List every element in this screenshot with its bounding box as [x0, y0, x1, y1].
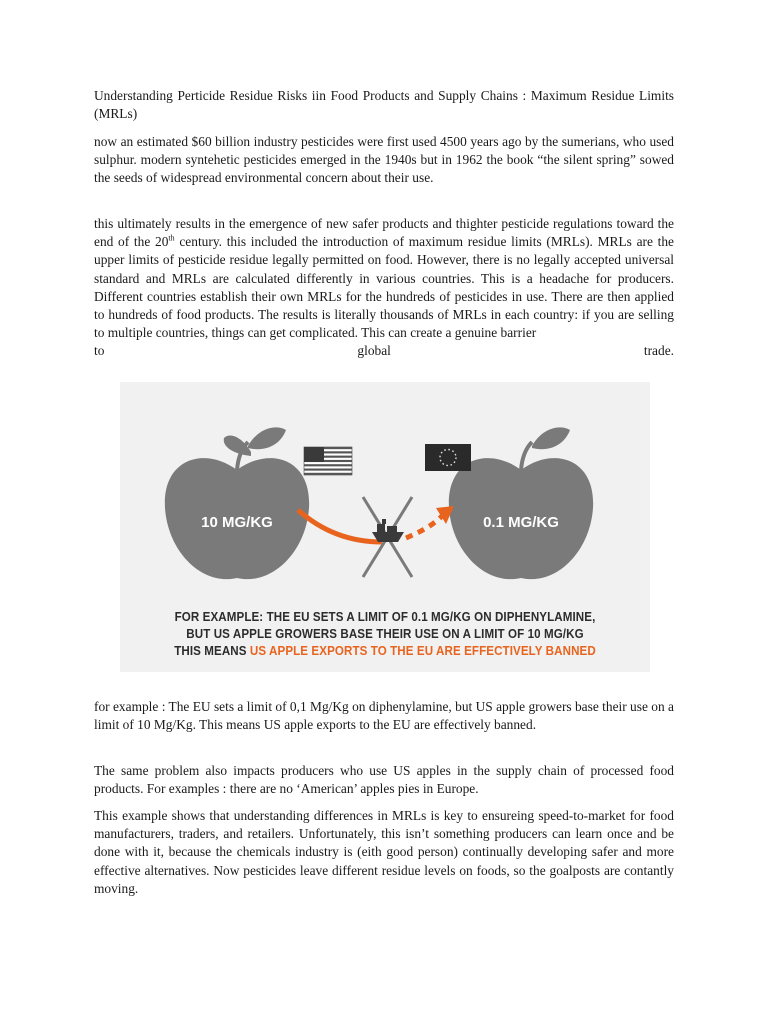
right-apple-label: 0.1 MG/KG [483, 514, 559, 531]
paragraph-3-text: for example : The EU sets a limit of 0,1 Mg/Kg on diphenylamine, but US apple growers base their use on a limit of 10 Mg/Kg. This means US apple exports to the EU are effectively banned. [94, 699, 674, 733]
caption-line-3-highlight: US APPLE EXPORTS TO THE EU ARE EFFECTIVELY BANNED [249, 644, 596, 658]
paragraph-4 [94, 762, 674, 798]
caption-line-3 [141, 644, 629, 658]
caption-line-3-prefix: THIS MEANS [174, 644, 250, 658]
paragraph-2-last-line: to global trade. [94, 343, 674, 359]
paragraph-1-text: now an estimated $60 billion industry pesticides were first used 4500 years ago by the sumerians, who used sulphur. modern syntehetic pesticides emerged in the 1940s but in 1962 the book “the silent spring” sowed the seeds of widespread environmental concern about their use. [94, 134, 674, 186]
title-text: Understanding Perticide Residue Risks iin Food Products and Supply Chains : Maximum Residue Limits (MRLs) [94, 88, 674, 122]
caption-line-1: FOR EXAMPLE: THE EU SETS A LIMIT OF 0.1 MG/KG ON DIPHENYLAMINE, [174, 610, 596, 624]
caption-line-2: BUT US APPLE GROWERS BASE THEIR USE ON A LIMIT OF 10 MG/KG [186, 627, 584, 641]
left-apple-icon [165, 427, 309, 579]
eu-flag-icon [425, 444, 471, 471]
us-flag-icon [304, 447, 352, 475]
left-apple-label: 10 MG/KG [201, 514, 273, 531]
paragraph-2-part-a: this ultimately results in the emergence of new safer products and thighter pesticide regulations toward the end of the 20 [94, 216, 674, 250]
mrl-comparison-infographic [120, 382, 650, 672]
cargo-ship-icon [372, 519, 404, 542]
superscript-th: th [168, 233, 175, 243]
paragraph-5 [94, 807, 674, 898]
paragraph-3 [94, 698, 674, 734]
paragraph-5-text: This example shows that understanding differences in MRLs is key to ensureing speed-to-market for food manufacturers, traders, and retailers. Unfortunately, this isn’t something producers can learn once and be done with it, because the chemicals industry is (eith good person) continually developing safer and more effective alternatives. Now pesticides leave different residue levels on foods, so the goalposts are contantly moving. [94, 808, 674, 896]
document-title [94, 87, 674, 123]
paragraph-1 [94, 133, 674, 188]
paragraph-2-text [94, 215, 674, 342]
paragraph-4-text: The same problem also impacts producers who use US apples in the supply chain of processed food products. For examples : there are no ‘American’ apples pies in Europe. [94, 763, 674, 797]
paragraph-2-part-b: century. this included the introduction of maximum residue limits (MRLs). MRLs are the upper limits of pesticide residue legally permitted on food. However, there is no legally accepted universal standard and MRLs are calculated differently in various countries. This is a headache for producers. Different countries establish their own MRLs for the hundreds of pesticides in use. There are then applied to hundreds of food products. The results is literally thousands of MRLs in each country: if you are selling to multiple countries, things can get complicated. This can create a genuine barrier [94, 234, 674, 341]
paragraph-2 [94, 215, 674, 361]
